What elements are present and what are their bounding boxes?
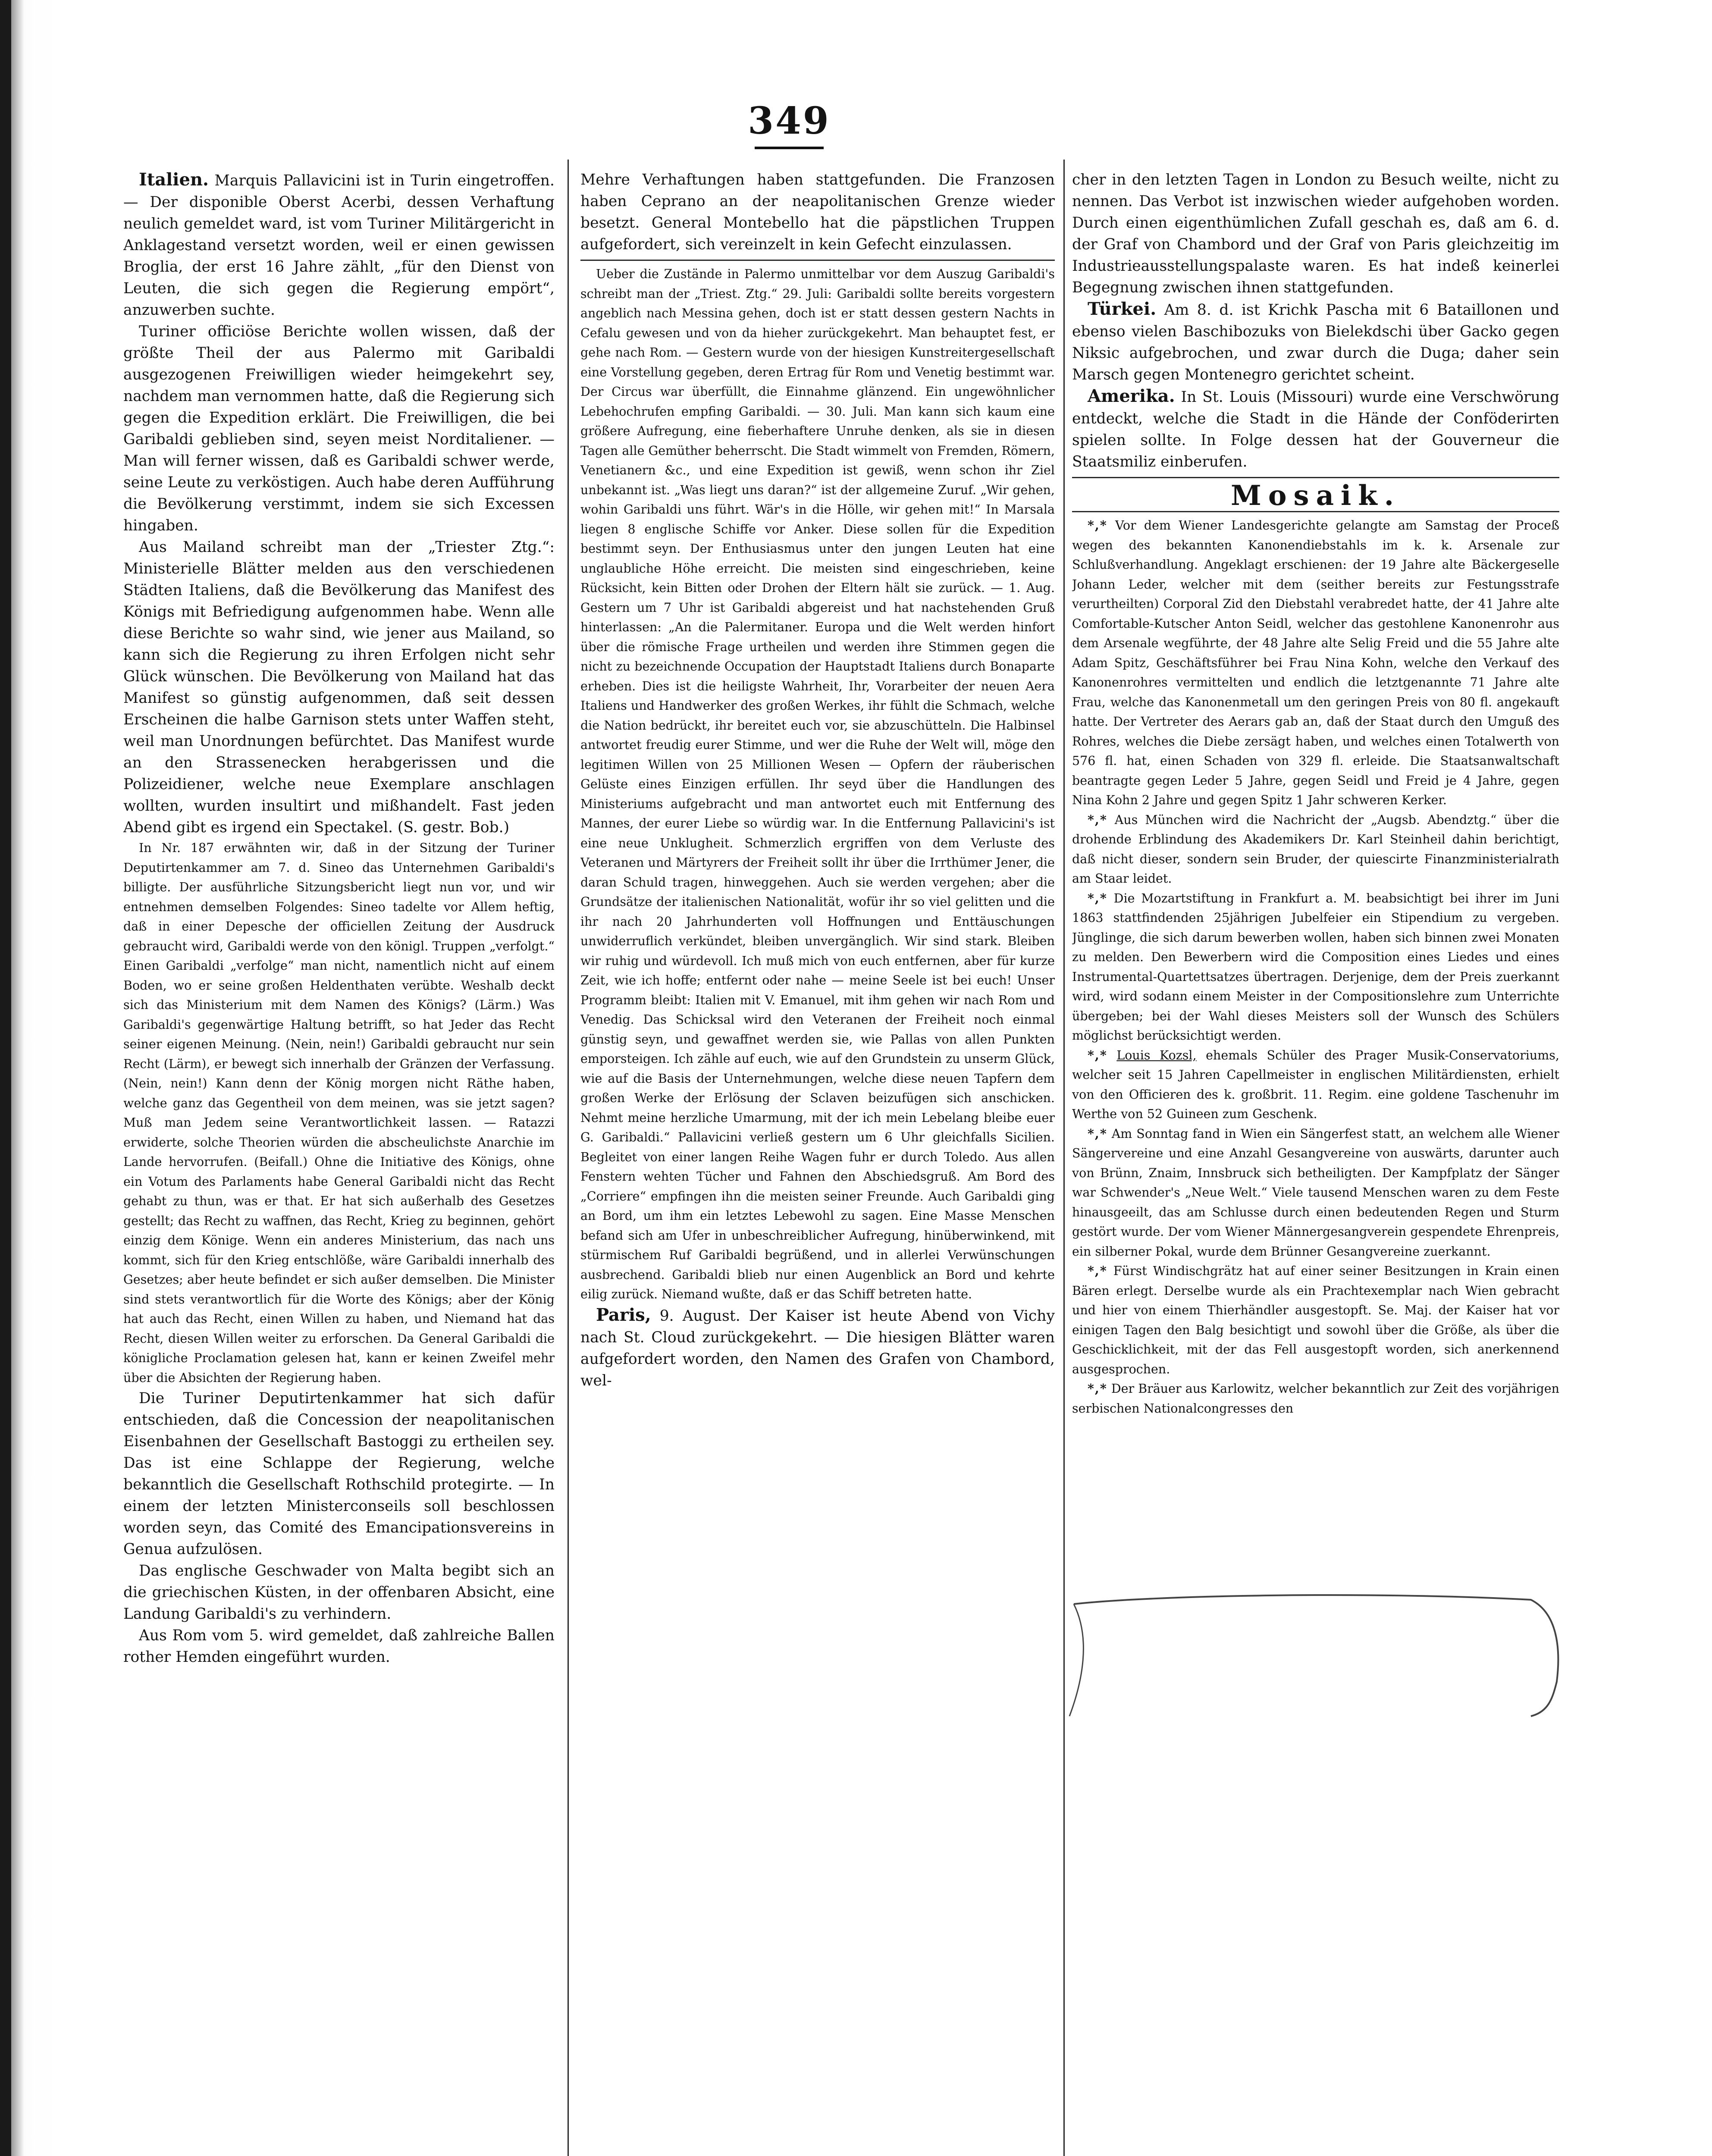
paragraph: Turiner officiöse Berichte wollen wissen, daß der größte Theil der aus Palermo mit Garibaldi ausgezogenen Freiwilligen wieder heimgekehrt sey, nachdem man vernommen hatte, daß die Regierung sich gegen die Expedition erklärt. Die Freiwilligen, die bei Garibaldi geblieben sind, seyen meist Norditaliener. — Man will ferner wissen, daß es Garibaldi schwer werde, seine Leute zu verköstigen. Auch habe deren Aufführung die Bevölkerung verstimmt, indem sie sich Excessen hingaben. (123, 323, 555, 534)
mosaik-item (1072, 810, 1559, 889)
item-text: Aus München wird die Nachricht der „Augsb. Abendztg.“ über die drohende Erblindung des Akademikers Dr. Karl Steinheil dahin berichtigt, daß nicht dieser, sondern sein Bruder, der quiescirte Finanzministerialrath am Staar leidet. (1072, 812, 1559, 886)
paragraph: Die Turiner Deputirtenkammer hat sich dafür entschieden, daß die Concession der neapolitanischen Eisenbahnen der Gesellschaft Bastoggi zu ertheilen sey. Das ist eine Schlappe der Regierung, welche bekanntlich die Gesellschaft Rothschild protegirte. — In einem der letzten Ministerconseils soll beschlossen worden seyn, das Comité des Emancipationsvereins in Genua aufzulösen. (123, 1390, 555, 1558)
column-rule-2 (1063, 160, 1065, 2156)
item-text: ehemals Schüler des Prager Musik-Conservatoriums, welcher seit 15 Jahren Capellmeister in englischen Militärdiensten, erhielt von den Officieren des k. großbrit. 11. Regim. eine goldene Taschenuhr im Werthe von 52 Guineen zum Geschenk. (1072, 1048, 1559, 1121)
article-italien (123, 169, 555, 321)
item-mark: *,* (1088, 1263, 1107, 1278)
article-text: Am 8. d. ist Krichk Pascha mit 6 Bataillonen und ebenso vielen Baschibozuks von Bielekdschi über Gacko gegen Niksic aufgebrochen, und zwar durch die Duga; daher sein Marsch gegen Montenegro gerichtet scheint. (1072, 301, 1559, 383)
header-rule (755, 147, 824, 149)
paragraph: Mehre Verhaftungen haben stattgefunden. Die Franzosen haben Ceprano an der neapolitanischen Grenze wieder besetzt. General Montebello hat die päpstlichen Truppen aufgefordert, sich vereinzelt in kein Gefecht einzulassen. (580, 171, 1055, 253)
page-number: 349 (748, 99, 831, 143)
article-amerika (1072, 385, 1559, 473)
section-title-mosaik: Mosaik. (1231, 479, 1401, 512)
paragraph: Aus Rom vom 5. wird gemeldet, daß zahlreiche Ballen rother Hemden eingeführt wurden. (123, 1627, 555, 1666)
mosaik-item (1072, 1046, 1559, 1124)
item-name-underlined: Louis Kozsl, (1116, 1048, 1197, 1062)
column-2 (580, 169, 1055, 2156)
paragraph-small: Ueber die Zustände in Palermo unmittelbar vor dem Auszug Garibaldi's schreibt man der „Triest. Ztg.“ 29. Juli: Garibaldi sollte bereits vorgestern angeblich nach Messina gehen, doch ist er statt dessen gestern Nachts in Cefalu gewesen und von da hieher zurückgekehrt. Man behauptet fest, er gehe nach Rom. — Gestern wurde von der hiesigen Kunstreitergesellschaft eine Vorstellung gegeben, deren Ertrag für Rom und Venetig bestimmt war. Der Circus war überfüllt, die Einnahme glänzend. Ein ungewöhnlicher Lebehochrufen empfing Garibaldi. — 30. Juli. Man kann sich kaum eine größere Aufregung, eine fieberhaftere Unruhe denken, als sie in diesen Tagen alle Gemüther beherrscht. Die Stadt wimmelt von Fremden, Römern, Venetianern &c., und eine Expedition ist gewiß, wenn schon ihr Ziel unbekannt ist. „Was liegt uns daran?“ ist der allgemeine Zuruf. „Wir gehen, wohin Garibaldi uns führt. Wär's in die Hölle, wir gehen mit!“ In Marsala liegen 8 englische Schiffe vor Anker. Diese sollen für die Expedition bestimmt seyn. Der Enthusiasmus unter den jungen Leuten hat eine unglaubliche Höhe erreicht. Die meisten sind eingeschrieben, keine Rücksicht, kein Bitten oder Drohen der Eltern hält sie zurück. — 1. Aug. Gestern um 7 Uhr ist Garibaldi abgereist und hat nachstehenden Gruß hinterlassen: „An die Palermitaner. Europa und die Welt werden hinfort über die römische Frage urtheilen und werden ihre Stimmen gegen die nicht zu bezeichnende Occupation der Hauptstadt Italiens durch Bonaparte erheben. Dies ist die heiligste Wahrheit, Ihr, Vorarbeiter der neuen Aera Italiens und Handwerker des großen Werkes, ihr fühlt die Schmach, welche die Nation bedrückt, ihr bereitet euch vor, sie abzuschütteln. Die Halbinsel antwortet freudig eurer Stimme, und wer die Ruhe der Welt will, möge den legitimen Willen von 25 Millionen Wesen — Opfern der räuberischen Gelüste eines Einzigen erfüllen. Ihr seyd über die Handlungen des Ministeriums aufgebracht und man antwortet euch mit Entfernung des Mannes, der eurer Liebe so würdig war. In die Entfernung Pallavicini's ist eine neue Unklugheit. Schmerzlich ergriffen von dem Verluste des Veteranen und Märtyrers der Freiheit sollt ihr über die Irrthümer Jener, die daran Schuld tragen, hinweggehen. Auch sie werden vergehen; aber die Grundsätze der italienischen Nationalität, wofür ihr so viel gelitten und die ihr nach 20 Jahrhunderten voll Hoffnungen und Enttäuschungen unwiderruflich verkündet, bleiben unvergänglich. Wir sind stark. Bleiben wir ruhig und würdevoll. Ich muß mich von euch entfernen, aber für kurze Zeit, wie ich hoffe; entfernt oder nahe — meine Seele ist bei euch! Unser Programm bleibt: Italien mit V. Emanuel, mit ihm gehen wir nach Rom und Venedig. Das Schicksal wird den Veteranen der Freiheit noch einmal günstig seyn, und gewaffnet werden sie, wie Pallas von allen Punkten emporsteigen. Ich zähle auf euch, wie auf den Grundstein zu unserm Glück, wie auf die Basis der Unternehmungen, welche diese neuen Tapfern dem großen Werke der Erlösung der Sclaven beizufügen sich anschicken. Nehmt meine herzliche Umarmung, mit der ich mein Lebelang bleibe euer G. Garibaldi.“ Pallavicini verließ gestern um 6 Uhr gleichfalls Sicilien. Begleitet von einer langen Reihe Wagen fuhr er durch Toledo. Aus allen Fenstern wehten Tücher und Fahnen den Abschiedsgruß. Am Bord des „Corriere“ empfingen ihn die meisten seiner Freunde. Auch Garibaldi ging an Bord, um ihm ein letztes Lebewohl zu sagen. Eine Masse Menschen befand sich am Ufer in unbeschreiblicher Aufregung, hinüberwinkend, mit stürmischem Ruf Garibaldi begrüßend, und in allerlei Verwünschungen ausbrechend. Garibaldi blieb nur einen Augenblick an Bord und kehrte eilig zurück. Niemand wußte, daß er das Schiff betreten hatte. (580, 267, 1055, 1301)
article-text: 9. August. Der Kaiser ist heute Abend von Vichy nach St. Cloud zurückgekehrt. — Die hiesigen Blätter waren aufgefordert worden, den Namen des Grafen von Chambord, wel- (580, 1307, 1055, 1389)
mosaik-item (1072, 889, 1559, 1046)
binding-shadow (11, 0, 24, 2156)
article-text: In St. Louis (Missouri) wurde eine Verschwörung entdeckt, welche die Stadt in die Hände der Conföderirten spielen sollte. In Folge dessen hat der Gouverneur die Staatsmiliz einberufen. (1072, 389, 1559, 470)
item-mark: *,* (1088, 890, 1107, 906)
item-text: Vor dem Wiener Landesgerichte gelangte am Samstag der Proceß wegen des bekannten Kanonendiebstahls im k. k. Arsenale zur Schlußverhandlung. Angeklagt erschienen: der 19 Jahre alte Bäckergeselle Johann Leder, welcher mit dem (seither bereits zur Festungsstrafe verurtheilten) Corporal Zid den Diebstahl verabredet hatte, der 41 Jahre alte Comfortable-Kutscher Anton Seidl, welcher das gestohlene Kanonenrohr aus dem Arsenale wegführte, der 48 Jahre alte Selig Freid und die 55 Jahre alte Adam Spitz, Geschäftsführer bei Frau Nina Kohn, welche den Verkauf des Kanonenrohres vermittelten und endlich die letztgenannte 71 Jahre alte Frau, welche das Kanonenmetall um den geringen Preis von 80 fl. angekauft hatte. Der Vertreter des Aerars gab an, daß der Staat durch den Umguß des Rohres, welches die Diebe zersägt haben, und welches einen Totalwerth von 576 fl. hat, einen Schaden von 329 fl. erleide. Die Staatsanwaltschaft beantragte gegen Leder 5 Jahre, gegen Seidl und Freid je 4 Jahre, gegen Nina Kohn 2 Jahre und gegen Spitz 1 Jahr schweren Kerker. (1072, 518, 1559, 807)
section-divider (1072, 477, 1559, 478)
column-rule-1 (568, 160, 569, 2156)
paragraph-small: In Nr. 187 erwähnten wir, daß in der Sitzung der Turiner Deputirtenkammer am 7. d. Sineo das Unternehmen Garibaldi's billigte. Der ausführliche Sitzungsbericht liegt nun vor, und wir entnehmen demselben Folgendes: Sineo tadelte vor Allem heftig, daß in einer Depesche der officiellen Zeitung der Ausdruck gebraucht wird, Garibaldi werde von den königl. Truppen „verfolgt.“ Einen Garibaldi „verfolge“ man nicht, namentlich nicht auf einem Boden, wo er seine großen Heldenthaten verübte. Weshalb deckt sich das Ministerium mit dem Namen des Königs? (Lärm.) Was Garibaldi's gegenwärtige Haltung betrifft, so hat Jeder das Recht seiner eigenen Meinung. (Nein, nein!) Garibaldi gebraucht nur sein Recht (Lärm), er bewegt sich innerhalb der Gränzen der Verfassung. (Nein, nein!) Kann denn der König morgen nicht Räthe haben, welche ganz das Gegentheil von dem meinen, was sie jetzt sagen? Muß man Jedem seine Verantwortlichkeit lassen. — Ratazzi erwiderte, solche Theorien würden die abscheulichste Anarchie im Lande hervorrufen. (Beifall.) Ohne die Initiative des Königs, ohne ein Votum des Parlaments habe General Garibaldi nicht das Recht gehabt zu thun, was er that. Er hat sich außerhalb des Gesetzes gestellt; das Recht zu waffnen, das Recht, Krieg zu beginnen, gehört einzig dem Könige. Wenn ein anderes Ministerium, das nach uns kommt, sich für den Krieg entschlöße, wäre Garibaldi innerhalb des Gesetzes; aber heute befindet er sich außer demselben. Die Minister sind stets verantwortlich für die Worte des Königs; aber der König hat auch das Recht, einen Willen zu haben, und Niemand hat das Recht, diesen Willen weiter zu erforschen. Da General Garibaldi die königliche Proclamation gelesen hat, kann er keinen Zweifel mehr über die Absichten der Regierung haben. (123, 841, 555, 1385)
column-1 (123, 169, 555, 2156)
binding-edge (0, 0, 11, 2156)
paragraph: cher in den letzten Tagen in London zu Besuch weilte, nicht zu nennen. Das Verbot ist inzwischen wieder aufgehoben worden. Durch einen eigenthümlichen Zufall geschah es, daß am 6. d. der Graf von Chambord und der Graf von Paris gleichzeitig im Industrieausstellungspalaste waren. Es hat indeß keinerlei Begegnung zwischen ihnen stattgefunden. (1072, 171, 1559, 296)
article-paris (580, 1304, 1055, 1391)
mosaik-item (1072, 516, 1559, 810)
item-text: Fürst Windischgrätz hat auf einer seiner Besitzungen in Krain einen Bären erlegt. Derselbe wurde als ein Prachtexemplar nach Wien gebracht und hier von einem Thierhändler ausgestopft. Se. Maj. der Kaiser hat vor einigen Tagen den Balg besichtigt und sowohl über die Größe, als über die Geschicklichkeit, mit der das Fell ausgestopft worden, sich anerkennend ausgesprochen. (1072, 1264, 1559, 1376)
paragraph: Aus Mailand schreibt man der „Triester Ztg.“: Ministerielle Blätter melden aus den verschiedenen Städten Italiens, daß die Bevölkerung das Manifest des Königs mit Befriedigung aufgenommen habe. Wenn alle diese Berichte so wahr sind, wie jener aus Mailand, so kann sich die Regierung zu ihren Erfolgen nicht sehr Glück wünschen. Die Bevölkerung von Mailand hat das Manifest so günstig aufgenommen, daß seit dessen Erscheinen die halbe Garnison stets unter Waffen steht, weil man Unordnungen befürchtet. Das Manifest wurde an den Strassenecken herabgerissen und die Polizeidiener, welche neue Exemplare anschlagen wollten, wurden insultirt und mißhandelt. Fast jeden Abend gibt es irgend ein Spectakel. (S. gestr. Bob.) (123, 539, 555, 836)
item-mark: *,* (1088, 518, 1107, 533)
article-heading: Türkei. (1088, 299, 1157, 319)
item-text: Der Bräuer aus Karlowitz, welcher bekanntlich zur Zeit des vorjährigen serbischen Nationalcongresses den (1072, 1382, 1559, 1416)
article-heading: Paris, (596, 1304, 651, 1325)
article-tuerkei (1072, 298, 1559, 385)
item-mark: *,* (1088, 1047, 1107, 1062)
mosaik-item (1072, 1379, 1559, 1418)
item-text: Am Sonntag fand in Wien ein Sängerfest statt, an welchem alle Wiener Sängervereine und eine Anzahl Gesangvereine von auswärts, darunter auch von Brünn, Znaim, Innsbruck sich betheiligten. Der Kampfplatz der Sänger war Schwender's „Neue Welt.“ Viele tausend Menschen waren zu dem Feste hinausgeeilt, das am Schlusse durch einen bedeutenden Regen und Sturm gestört wurde. Der vom Wiener Männergesangverein gespendete Ehrenpreis, ein silberner Pokal, wurde dem Brünner Gesangvereine zuerkannt. (1072, 1126, 1559, 1259)
item-mark: *,* (1088, 812, 1107, 827)
paragraph: Das englische Geschwader von Malta begibt sich an die griechischen Küsten, in der offenbaren Absicht, eine Landung Garibaldi's zu verhindern. (123, 1562, 555, 1623)
item-text: Die Mozartstiftung in Frankfurt a. M. beabsichtigt bei ihrer im Juni 1863 stattfindenden 25jährigen Jubelfeier ein Stipendium zu vergeben. Jünglinge, die sich darum bewerben wollen, haben sich binnen zwei Monaten zu melden. Den Bewerbern wird die Composition eines Liedes und eines Instrumental-Quartettsatzes übertragen. Derjenige, dem der Preis zuerkannt wird, wird sodann einem Meister in der Compositionslehre zum Unterrichte übergeben; bei der Wahl dieses Meisters soll der Wunsch des Schülers möglichst berücksichtigt werden. (1072, 891, 1559, 1043)
mosaik-item (1072, 1261, 1559, 1379)
mosaik-item (1072, 1124, 1559, 1262)
section-divider (580, 260, 1055, 261)
item-mark: *,* (1088, 1126, 1107, 1141)
article-heading: Amerika. (1088, 386, 1175, 406)
item-mark: *,* (1088, 1381, 1107, 1396)
column-3 (1072, 169, 1559, 2156)
article-text: Marquis Pallavicini ist in Turin eingetroffen. — Der disponible Oberst Acerbi, dessen Verhaftung neulich gemeldet ward, ist vom Turiner Militärgericht in Anklagestand versetzt worden, weil er einen gewissen Broglia, der erst 16 Jahre zählt, „für den Dienst von Leuten, die sich gegen die Regierung empört“, anzuwerben suchte. (123, 172, 555, 319)
article-heading: Italien. (139, 169, 209, 190)
